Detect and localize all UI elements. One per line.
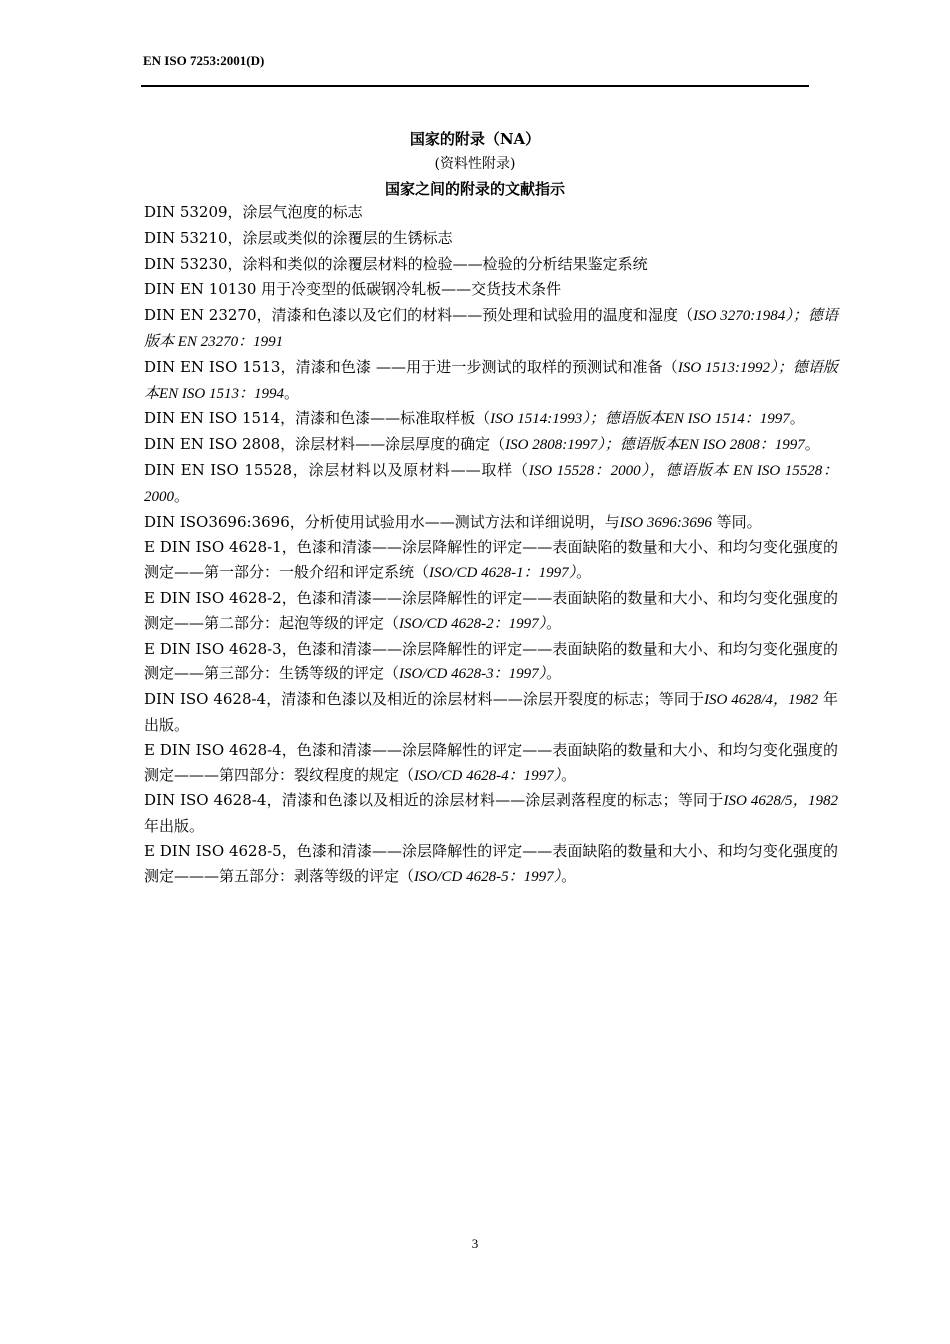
reference-text: E DIN ISO 4628-3，色漆和清漆——涂层降解性的评定——表面缺陷的数量和大小、和均匀变化强度的测定——第三部分：生锈等级的评定（ [144,639,838,683]
reference-tail: 年出版。 [144,817,205,836]
reference-item [144,355,838,407]
reference-tail: 年出版。 [144,690,838,734]
reference-standard-citation: ISO 4628/4，1982 [704,692,819,709]
reference-item [144,637,838,688]
reference-text: DIN 53230，涂料和类似的涂覆层材料的检验——检验的分析结果鉴定系统 [144,254,648,273]
reference-standard-citation: ISO 1513:1992）；德语版本EN ISO 1513：1994 [144,359,839,402]
reference-item [144,458,838,510]
reference-item [144,510,838,536]
reference-item [144,303,838,355]
reference-item [144,687,838,738]
reference-item [144,226,838,252]
reference-item [144,252,838,278]
reference-tail: 。 [804,435,820,454]
reference-standard-citation: ISO 1514:1993）；德语版本EN ISO 1514：1997 [490,411,790,428]
reference-standard-citation: ISO 4628/5，1982 [723,793,838,810]
reference-tail: 。 [174,486,190,505]
reference-standard-citation: ISO/CD 4628-4：1997） [414,767,562,784]
reference-item [144,788,838,839]
reference-item [144,406,838,432]
reference-text: E DIN ISO 4628-2，色漆和清漆——涂层降解性的评定——表面缺陷的数量和大小、和均匀变化强度的测定——第二部分：起泡等级的评定（ [144,588,838,632]
reference-tail: 。 [561,866,577,885]
reference-standard-citation: ISO 2808:1997）；德语版本EN ISO 2808：1997 [505,437,805,454]
reference-standard-citation: ISO 3270:1984）；德语版本 EN 23270：1991 [144,308,838,350]
annex-heading: 国家之间的附录的文献指示 [384,180,565,198]
reference-standard-citation: ISO/CD 4628-1：1997） [429,565,577,582]
reference-tail: 。 [546,664,562,683]
reference-tail: 。 [546,613,562,632]
reference-tail: 。 [789,409,805,428]
reference-item [144,738,838,789]
reference-text: DIN ISO3696:3696，分析使用试验用水——测试方法和详细说明，与 [144,512,620,531]
reference-item [144,535,838,586]
reference-standard-citation: ISO/CD 4628-3：1997） [399,666,547,683]
page-number: 3 [471,1236,479,1251]
reference-text: DIN ISO 4628-4，清漆和色漆以及相近的涂层材料——涂层开裂度的标志；等同于 [144,690,705,709]
reference-item [144,432,838,458]
reference-text: DIN EN ISO 15528，涂层材料以及原材料——取样（ [144,460,529,479]
reference-tail: 。 [576,563,592,582]
reference-text: DIN 53210，涂层或类似的涂覆层的生锈标志 [144,228,453,247]
annex-title: 国家的附录（NA） [409,130,541,148]
annex-subtitle: (资料性附录) [434,156,516,172]
reference-tail: 等同。 [711,512,762,531]
reference-item [144,839,838,890]
reference-standard-citation: ISO 3696:3696 [619,514,712,531]
reference-item [144,200,838,226]
reference-item [144,586,838,637]
reference-list [144,200,838,890]
reference-text: E DIN ISO 4628-4，色漆和清漆——涂层降解性的评定——表面缺陷的数量和大小、和均匀变化强度的测定———第四部分：裂纹程度的规定（ [144,740,838,784]
document-id-header: EN ISO 7253:2001(D) [143,53,265,68]
reference-text: E DIN ISO 4628-5，色漆和清漆——涂层降解性的评定——表面缺陷的数量和大小、和均匀变化强度的测定———第五部分：剥落等级的评定（ [144,841,838,885]
reference-tail: 。 [561,765,577,784]
reference-text: DIN EN ISO 1514，清漆和色漆——标准取样板（ [144,409,491,428]
reference-text: DIN 53209，涂层气泡度的标志 [144,203,363,221]
reference-standard-citation: ISO 15528：2000），德语版本 EN ISO 15528：2000 [144,462,838,505]
reference-text: DIN EN 10130 用于冷变型的低碳钢冷轧板——交货技术条件 [144,280,562,299]
header-rule [141,85,809,87]
reference-standard-citation: ISO/CD 4628-2：1997） [399,615,547,632]
reference-standard-citation: ISO/CD 4628-5：1997） [414,868,562,885]
reference-text: DIN EN ISO 1513，清漆和色漆 ——用于进一步测试的取样的预测试和准备（ [144,357,678,376]
reference-text: DIN EN 23270，清漆和色漆以及它们的材料——预处理和试验用的温度和湿度（ [144,306,694,325]
reference-text: DIN EN ISO 2808，涂层材料——涂层厚度的确定（ [144,435,506,454]
reference-tail: 。 [284,383,300,402]
annex-titles [143,126,807,202]
reference-text: E DIN ISO 4628-1，色漆和清漆——涂层降解性的评定——表面缺陷的数量和大小、和均匀变化强度的测定——第一部分：一般介绍和评定系统（ [144,538,838,582]
reference-text: DIN ISO 4628-4，清漆和色漆以及相近的涂层材料——涂层剥落程度的标志；等同于 [144,791,724,810]
reference-item [144,277,838,303]
